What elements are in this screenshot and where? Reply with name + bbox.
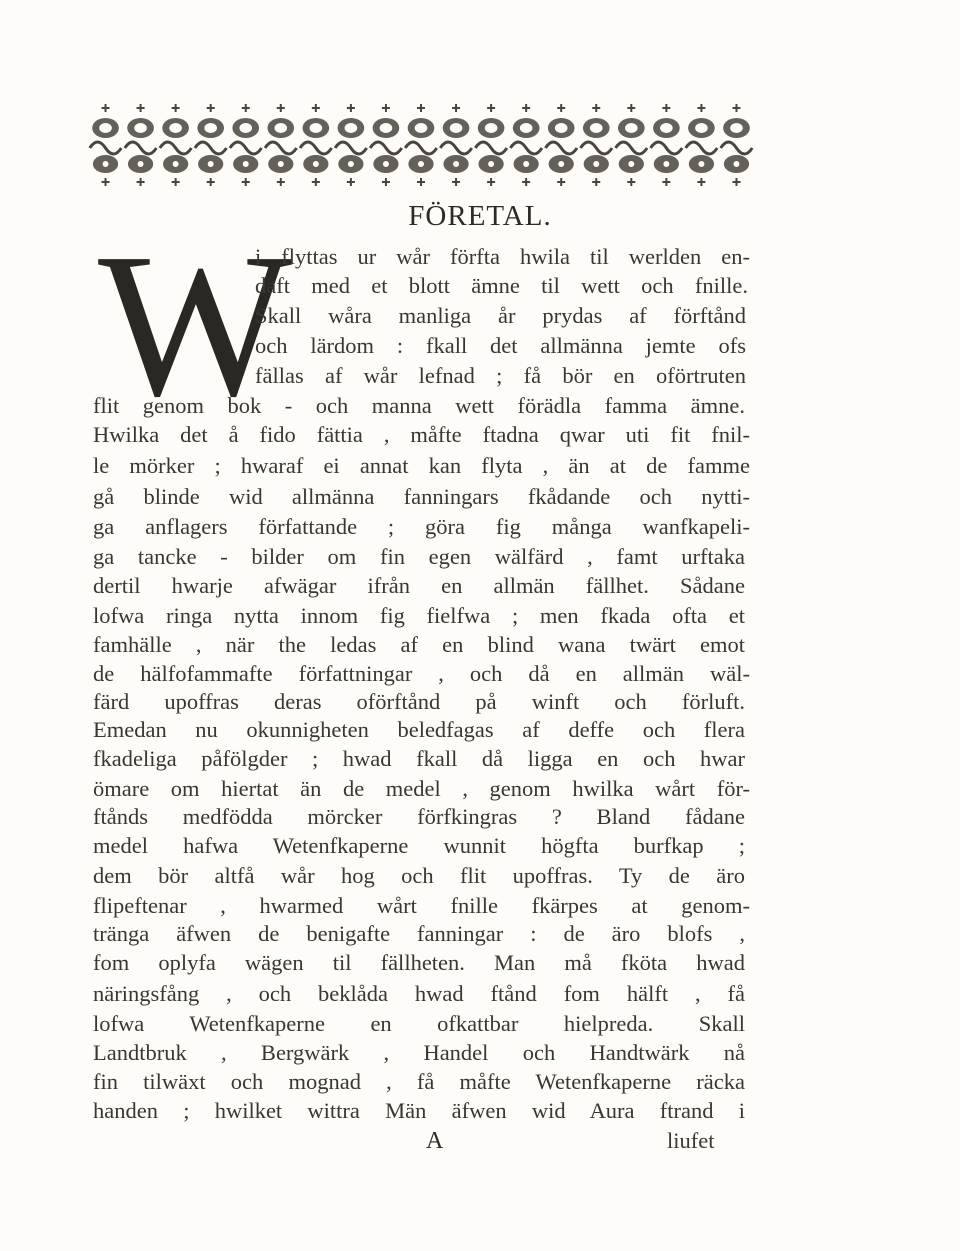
text-line: daft med et blott ämne til wett och fnille. <box>255 273 748 298</box>
text-line: le mörker ; hwaraf ei annat kan flyta , än at de famme <box>93 453 750 478</box>
text-line: och lärdom : fkall det allmänna jemte ofs <box>255 333 746 358</box>
catchword: liufet <box>667 1128 715 1153</box>
text-line: flipeftenar , hwarmed wårt fnille fkärpes at genom- <box>93 893 750 918</box>
drop-cap: W <box>98 210 293 439</box>
text-line: ga anflagers författande ; göra fig många wanfkapeli- <box>93 514 750 539</box>
text-line: ga tancke - bilder om fin egen wälfärd , famt urftaka <box>93 544 745 569</box>
text-line: näringsfång , och beklåda hwad ftånd fom hälft , få <box>93 981 745 1006</box>
text-line: Emedan nu okunnigheten beledfagas af deffe och flera <box>93 717 745 742</box>
text-line: färd upoffras deras oförftånd på winft och förluft. <box>93 689 745 714</box>
text-line: de hälfofammafte författningar , och då en allmän wäl- <box>93 661 750 686</box>
text-line: fom oplyfa wägen til fällheten. Man må fköta hwad <box>93 950 745 975</box>
text-line: handen ; hwilket wittra Män äfwen wid Aura ftrand i <box>93 1098 745 1123</box>
text-line: famhälle , när the ledas af en blind wana twärt emot <box>93 632 745 657</box>
page-heading: FÖRETAL. <box>408 200 552 232</box>
text-line: lofwa Wetenfkaperne en ofkattbar hielpreda. Skall <box>93 1011 745 1036</box>
text-line: dertil hwarje afwägar ifrån en allmän fällhet. Sådane <box>93 573 745 598</box>
text-line: tränga äfwen de benigafte fanningar : de äro blofs , <box>93 921 745 946</box>
text-line: Landtbruk , Bergwärk , Handel och Handtwärk nå <box>93 1040 745 1065</box>
text-line: ömare om hiertat än de medel , genom hwilka wårt för- <box>93 776 750 801</box>
text-line: i flyttas ur wår förfta hwila til werlden en- <box>255 244 750 269</box>
text-line: fkadeliga påfölgder ; hwad fkall då ligga en och hwar <box>93 746 745 771</box>
text-line: gå blinde wid allmänna fanningars fkådande och nytti- <box>93 484 750 509</box>
text-line: ftånds medfödda mörcker förfkingras ? Bland fådane <box>93 804 745 829</box>
text-line: Hwilka det å fido fättia , måfte ftadna qwar uti fit fnil- <box>93 422 750 447</box>
signature-mark: A <box>426 1128 444 1154</box>
text-line: medel hafwa Wetenfkaperne wunnit högfta burfkap ; <box>93 833 745 858</box>
text-line: dem bör altfå wår hog och flit upoffras. Ty de äro <box>93 863 745 888</box>
text-line: fällas af wår lefnad ; få bör en oförtruten <box>255 363 746 388</box>
text-line: fin tilwäxt och mognad , få måfte Wetenfkaperne räcka <box>93 1069 745 1094</box>
text-line: flit genom bok - och manna wett förädla famma ämne. <box>93 393 745 418</box>
text-line: Skall wåra manliga år prydas af förftånd <box>255 303 746 328</box>
text-line: lofwa ringa nytta innom fig fielfwa ; men fkada ofta et <box>93 603 745 628</box>
